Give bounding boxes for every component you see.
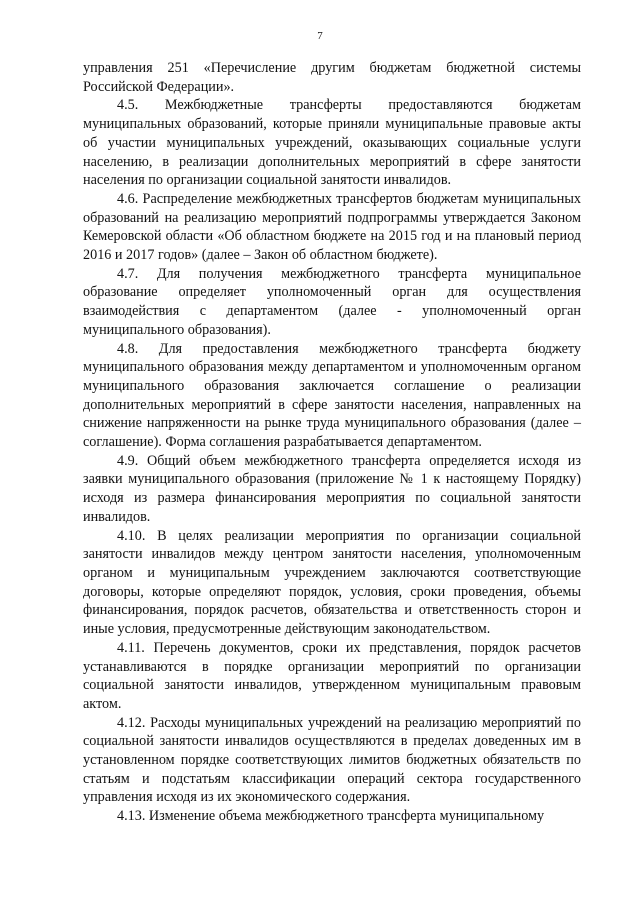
- paragraph: 4.7. Для получения межбюджетного трансферта муниципальное образование определяет уполномоченный орган для осуществления взаимодействия с департаментом (далее - уполномоченный орган муниципального образования).: [83, 265, 581, 338]
- paragraph: 4.10. В целях реализации мероприятия по организации социальной занятости инвалидов между центром занятости населения, уполномоченным органом и муниципальным учреждением заключаются соответствующие договоры, которые определяют порядок, условия, сроки проведения, объемы финансирования, порядок расчетов, обязательства и ответственность сторон и иные условия, предусмотренные действующим законодательством.: [83, 527, 581, 638]
- paragraph: 4.9. Общий объем межбюджетного трансферта определяется исходя из заявки муниципального образования (приложение № 1 к настоящему Порядку) исходя из размера финансирования мероприятия по социальной занятости инвалидов.: [83, 452, 581, 525]
- paragraph: 4.11. Перечень документов, сроки их представления, порядок расчетов устанавливаются в порядке организации мероприятий по организации социальной занятости инвалидов, утвержденном муниципальным правовым актом.: [83, 639, 581, 712]
- paragraph: 4.6. Распределение межбюджетных трансфертов бюджетам муниципальных образований на реализацию мероприятий подпрограммы утверждается Законом Кемеровской области «Об областном бюджете на 2015 год и на плановый период 2016 и 2017 годов» (далее – Закон об областном бюджете).: [83, 190, 581, 264]
- page-number: 7: [317, 30, 323, 42]
- paragraph: управления 251 «Перечисление другим бюджетам бюджетной системы Российской Федерации».: [83, 60, 581, 95]
- document-body: [83, 59, 581, 826]
- paragraph: 4.5. Межбюджетные трансферты предоставляются бюджетам муниципальных образований, которые приняли муниципальные правовые акты об участии муниципальных учреждений, оказывающих социальные услуги населению, в реализации дополнительных мероприятий в сфере занятости населения по организации социальной занятости инвалидов.: [83, 97, 581, 189]
- paragraph: 4.8. Для предоставления межбюджетного трансферта бюджету муниципального образования между департаментом и уполномоченным органом муниципального образования заключается соглашение о реализации дополнительных мероприятий в сфере занятости населения, направленных на снижение напряженности на рынке труда муниципального образования (далее – соглашение). Форма соглашения разрабатывается департаментом.: [83, 340, 581, 451]
- paragraph: 4.12. Расходы муниципальных учреждений на реализацию мероприятий по социальной занятости инвалидов осуществляются в пределах доведенных им в установленном порядке соответствующих лимитов бюджетных обязательств по статьям и подстатьям классификации операций сектора государственного управления исходя из их экономического содержания.: [83, 714, 581, 806]
- paragraph: 4.13. Изменение объема межбюджетного трансферта муниципальному: [117, 808, 545, 825]
